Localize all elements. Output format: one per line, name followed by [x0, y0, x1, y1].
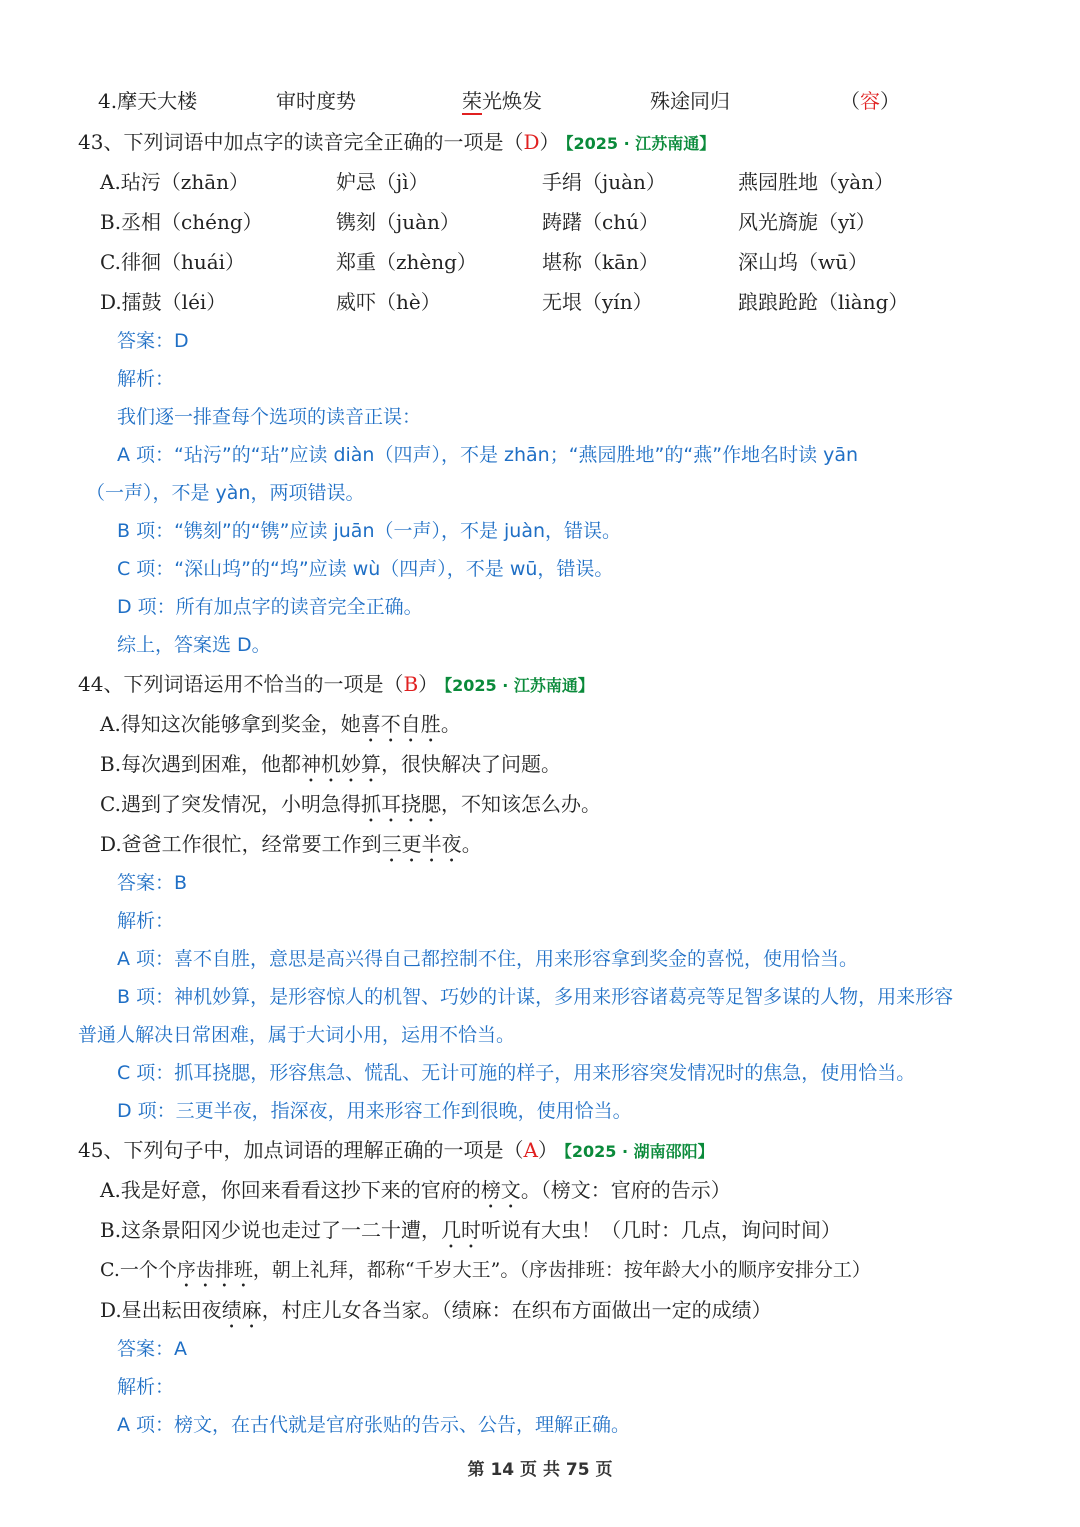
q43-analysis-5: C 项：“深山坞”的“坞”应读 wù（四声），不是 wū，错误。 [117, 558, 614, 580]
top-row-answer: （容） [840, 89, 900, 113]
q43-option-c-4: 深山坞（wū） [738, 250, 868, 274]
question-44-answer: B [403, 672, 419, 696]
q44-answer-line: 答案：B [117, 872, 188, 894]
q45-option-b: B.这条景阳冈少说也走过了一二十遭，几时听说有大虫！（几时：几点，询问时间） [100, 1218, 842, 1242]
top-row-item-1: 4.摩天大楼 [98, 89, 198, 113]
q43-analysis-7: 综上，答案选 D。 [117, 634, 271, 656]
q45-option-a: A.我是好意，你回来看看这抄下来的官府的榜文。（榜文：官府的告示） [100, 1178, 731, 1202]
q43-option-d-2: 威吓（hè） [336, 290, 441, 314]
q43-analysis-1: 我们逐一排查每个选项的读音正误： [117, 406, 422, 428]
q43-analysis-3: （一声），不是 yàn，两项错误。 [86, 482, 365, 504]
q44-option-b: B.每次遇到困难，他都神机妙算，很快解决了问题。 [100, 752, 562, 776]
question-45-stem: 45、下列句子中，加点词语的理解正确的一项是（A） 【2025 · 湖南邵阳】 [78, 1138, 714, 1162]
q43-option-a-3: 手绢（juàn） [542, 170, 666, 194]
top-row-item-2: 审时度势 [276, 89, 356, 113]
q44-analysis-2: B 项：神机妙算，是形容惊人的机智、巧妙的计谋，多用来形容诸葛亮等足智多谋的人物，用来形容 [117, 986, 954, 1008]
top-row-item-3 [462, 86, 542, 116]
q45-answer-line: 答案：A [117, 1338, 187, 1360]
q44-analysis-label: 解析： [117, 910, 175, 932]
q44-option-c: C.遇到了突发情况，小明急得抓耳挠腮，不知该怎么办。 [100, 792, 601, 816]
q43-option-d-4: 踉踉跄跄（liàng） [738, 290, 909, 314]
q44-analysis-5: D 项：三更半夜，指深夜，用来形容工作到很晚，使用恰当。 [117, 1100, 632, 1122]
question-45-answer: A [523, 1138, 538, 1162]
top-row-item-3-rest: 光焕发 [482, 89, 542, 113]
question-43-stem: 43、下列词语中加点字的读音完全正确的一项是（D） 【2025 · 江苏南通】 [78, 130, 716, 154]
q44-option-a: A.得知这次能够拿到奖金，她喜不自胜。 [100, 712, 461, 736]
q44-option-d: D.爸爸工作很忙，经常要工作到三更半夜。 [100, 832, 482, 856]
top-row-item-4: 殊途同归 [650, 89, 730, 113]
q43-analysis-4: B 项：“镌刻”的“镌”应读 juān（一声），不是 juàn，错误。 [117, 520, 622, 542]
q43-option-b-2: 镌刻（juàn） [336, 210, 460, 234]
question-43-tag: 【2025 · 江苏南通】 [565, 134, 716, 153]
q43-option-c-2: 郑重（zhèng） [336, 250, 477, 274]
q44-analysis-4: C 项：抓耳挠腮，形容焦急、慌乱、无计可施的样子，用来形容突发情况时的焦急，使用恰当。 [117, 1062, 916, 1084]
q43-option-c-3: 堪称（kān） [542, 250, 659, 274]
question-43-answer: D [523, 130, 540, 154]
q45-analysis-label: 解析： [117, 1376, 175, 1398]
answer-letter: 容 [860, 89, 880, 113]
q43-option-a-1: A.玷污（zhān） [100, 170, 250, 194]
question-45-tag: 【2025 · 湖南邵阳】 [563, 1142, 714, 1161]
q43-option-a-2: 妒忌（jì） [336, 170, 429, 194]
q44-analysis-3: 普通人解决日常困难，属于大词小用，运用不恰当。 [78, 1024, 516, 1046]
q43-option-a-4: 燕园胜地（yàn） [738, 170, 895, 194]
q43-option-b-1: B.丞相（chéng） [100, 210, 263, 234]
q43-answer-line: 答案：D [117, 330, 189, 352]
q44-analysis-1: A 项：喜不自胜，意思是高兴得自己都控制不住，用来形容拿到奖金的喜悦，使用恰当。 [117, 948, 859, 970]
q43-analysis-2: A 项：“玷污”的“玷”应读 diàn（四声），不是 zhān；“燕园胜地”的“燕”作地名时读 yān [117, 444, 859, 466]
q43-option-b-3: 踌躇（chú） [542, 210, 659, 234]
q43-option-d-3: 无垠（yín） [542, 290, 653, 314]
q45-option-c: C.一个个序齿排班，朝上礼拜，都称“千岁大王”。（序齿排班：按年龄大小的顺序安排分工） [100, 1259, 871, 1281]
q43-analysis-6: D 项：所有加点字的读音完全正确。 [117, 596, 423, 618]
q45-analysis-1: A 项：榜文，在古代就是官府张贴的告示、公告，理解正确。 [117, 1414, 631, 1436]
q43-option-c-1: C.徘徊（huái） [100, 250, 246, 274]
page-number: 第 14 页 共 75 页 [467, 1460, 613, 1480]
question-44-tag: 【2025 · 江苏南通】 [444, 676, 594, 695]
q45-option-d: D.昼出耘田夜绩麻，村庄儿女各当家。（绩麻：在织布方面做出一定的成绩） [100, 1298, 772, 1322]
q43-option-d-1: D.擂鼓（léi） [100, 290, 227, 314]
q43-analysis-label: 解析： [117, 368, 175, 390]
question-44-stem: 44、下列词语运用不恰当的一项是（B） 【2025 · 江苏南通】 [78, 672, 594, 696]
underlined-char: 荣 [462, 89, 482, 113]
q43-option-b-4: 风光旖旎（yǐ） [738, 210, 876, 234]
